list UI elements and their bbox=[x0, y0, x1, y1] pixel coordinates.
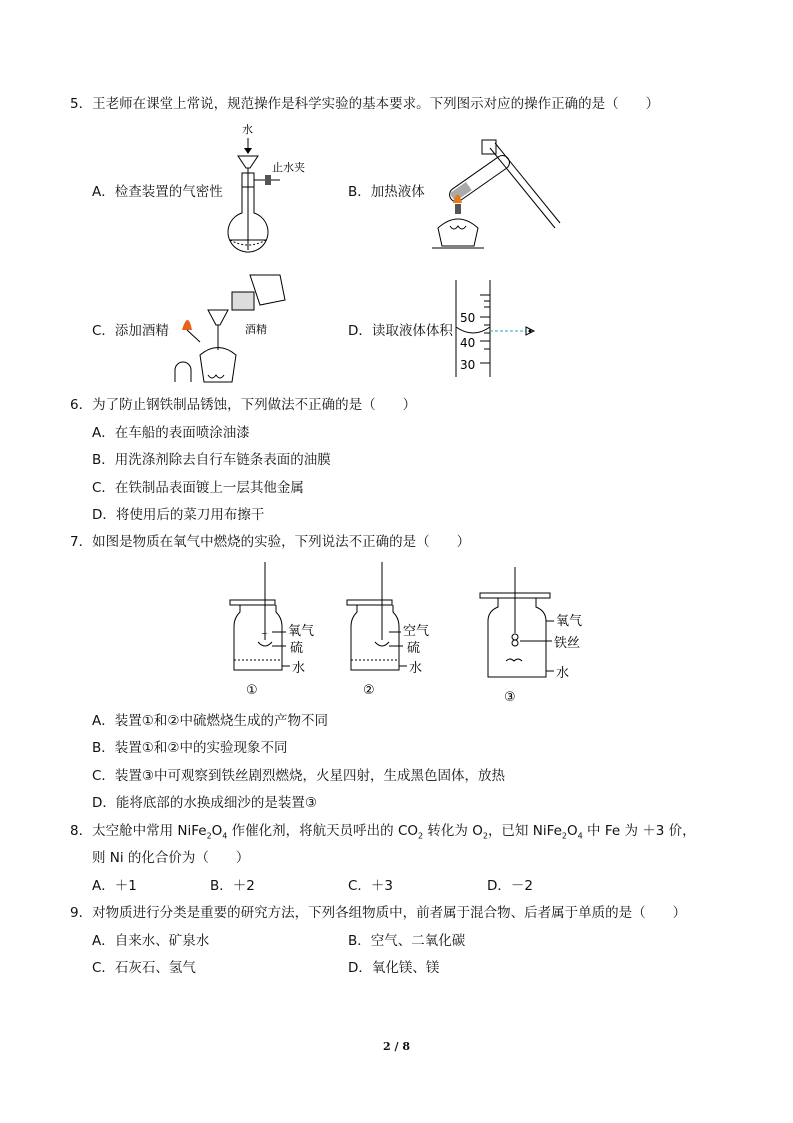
fig7-2-solid: 硫 bbox=[407, 641, 421, 656]
fig-c-alcohol-label: 酒精 bbox=[245, 323, 267, 336]
q7-option-c: C．装置③中可观察到铁丝剧烈燃烧，火星四射，生成黑色固体，放热 bbox=[92, 768, 506, 784]
fig-d-tick-40: 40 bbox=[460, 336, 476, 350]
q9-stem: 9．对物质进行分类是重要的研究方法，下列各组物质中，前者属于混合物、后者属于单质的是（ ） bbox=[70, 905, 687, 921]
q8-stem-line2: 则 Ni 的化合价为（ ） bbox=[92, 850, 250, 866]
fig7-1-bottom: 水 bbox=[292, 661, 306, 676]
q5-option-a: A．检查装置的气密性 bbox=[92, 184, 223, 200]
q8-option-d: D．－2 bbox=[487, 878, 533, 894]
q7-option-d: D．能将底部的水换成细沙的是装置③ bbox=[92, 795, 317, 811]
q6-option-d: D．将使用后的菜刀用布擦干 bbox=[92, 507, 265, 523]
fig-a-water-label: 水 bbox=[242, 123, 253, 136]
fig7-1-gas: 氧气 bbox=[288, 624, 315, 639]
fig-d-tick-50: 50 bbox=[460, 311, 476, 325]
fig7-3-solid: 铁丝 bbox=[554, 636, 581, 651]
q6-stem: 6．为了防止钢铁制品锈蚀，下列做法不正确的是（ ） bbox=[70, 397, 417, 413]
q8-stem: 8．太空舱中常用 $NiFe_2O_4$ 作催化剂，将航天员呼出的 $CO_2$ 转化为 $O_2$，已知 $NiFe_2O_4$ 中 Fe 为 ＋3 价， bbox=[70, 823, 696, 841]
q8-option-c: C．＋3 bbox=[348, 878, 394, 894]
page-number: 2 / 8 bbox=[383, 1040, 410, 1053]
q8-option-a: A．＋1 bbox=[92, 878, 137, 894]
q7-option-a: A．装置①和②中硫燃烧生成的产物不同 bbox=[92, 713, 328, 729]
q9-option-c: C．石灰石、氢气 bbox=[92, 960, 196, 976]
fig7-3-bottom: 水 bbox=[556, 666, 570, 681]
q5-figure-c bbox=[170, 270, 290, 390]
fig-a-clamp-label: 止水夹 bbox=[272, 161, 305, 174]
q5-option-b: B．加热液体 bbox=[348, 184, 425, 200]
q7-figure-2 bbox=[345, 560, 455, 700]
q5-option-d: D．读取液体体积 bbox=[348, 323, 453, 339]
q7-figure-1 bbox=[228, 560, 338, 700]
q5-figure-a bbox=[220, 118, 310, 268]
fig7-3-num: ③ bbox=[504, 690, 516, 705]
q6-option-a: A．在车船的表面喷涂油漆 bbox=[92, 425, 250, 441]
fig7-3-gas: 氧气 bbox=[556, 614, 583, 629]
q7-option-b: B．装置①和②中的实验现象不同 bbox=[92, 740, 288, 756]
fig-d-tick-30: 30 bbox=[460, 358, 476, 372]
q5-figure-d bbox=[450, 275, 550, 385]
fig7-1-solid: 硫 bbox=[290, 641, 304, 656]
q6-option-c: C．在铁制品表面镀上一层其他金属 bbox=[92, 480, 304, 496]
q9-option-d: D．氧化镁、镁 bbox=[348, 960, 440, 976]
q6-option-b: B．用洗涤剂除去自行车链条表面的油膜 bbox=[92, 452, 331, 468]
fig7-2-bottom: 水 bbox=[409, 661, 423, 676]
q9-option-a: A．自来水、矿泉水 bbox=[92, 933, 210, 949]
q7-figure-3 bbox=[478, 565, 608, 710]
fig7-1-num: ① bbox=[246, 683, 258, 698]
svg-text:~: ~ bbox=[261, 629, 268, 638]
fig7-2-num: ② bbox=[363, 683, 375, 698]
q8-option-b: B．＋2 bbox=[210, 878, 255, 894]
q9-option-b: B．空气、二氧化碳 bbox=[348, 933, 466, 949]
q5-option-c: C．添加酒精 bbox=[92, 323, 169, 339]
q7-stem: 7．如图是物质在氧气中燃烧的实验，下列说法不正确的是（ ） bbox=[70, 534, 471, 550]
fig7-2-gas: 空气 bbox=[403, 624, 430, 639]
q5-stem: 5．王老师在课堂上常说，规范操作是科学实验的基本要求。下列图示对应的操作正确的是（ ） bbox=[70, 96, 660, 112]
q5-figure-b bbox=[420, 118, 570, 268]
